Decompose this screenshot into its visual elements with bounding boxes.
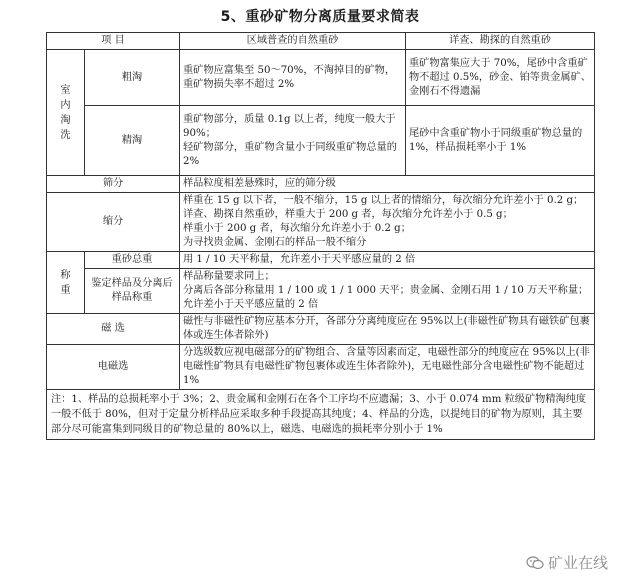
header-row [47, 33, 595, 50]
fine-panning-detailed: 尾砂中含重矿物小于同级重矿物总量的 1%，样品损耗率小于 1% [406, 106, 595, 176]
row-rough-panning [47, 50, 595, 106]
sieving-content: 样品粒度相差悬殊时，应的筛分级 [180, 176, 595, 193]
electromagnetic-label: 电磁选 [47, 345, 180, 390]
header-detailed: 详查、勘探的自然重砂 [406, 33, 595, 50]
row-splitting [47, 193, 595, 252]
row-note [47, 390, 595, 440]
row-sieving [47, 176, 595, 193]
electromagnetic-content: 分选级数应视电磁部分的矿物组合、含量等因素而定，电磁性部分的纯度应在 95%以上(非电磁性矿物具有电磁性矿物包裹体或连生体者除外)，无电磁性部分含电磁性矿物不能超过 1% [180, 345, 595, 390]
row-sample-weight [47, 269, 595, 314]
table-note: 注：1、样品的总损耗率小于 3%；2、贵金属和金刚石在各个工序均不应遗漏；3、小于 0.074 mm 粒级矿物精淘纯度一般不低于 80%，但对于定量分析样品应采取多种手段提高其纯度；4、样品的分选，以提纯目的矿物为原则，其主要部分尽可能富集到同级目的矿物总量的 80%以上，磁选、电磁选的损耗率分别小于 1% [47, 390, 595, 440]
indoor-panning-label: 室 内 淘 洗 [47, 50, 85, 176]
splitting-content: 样重在 15 g 以下者，一般不缩分，15 g 以上者的情缩分，每次缩分允许差小于 0.2 g； 详查、勘探自然重砂，样重大于 200 g 者，每次缩分允许差小于 0.5 g； 样重小于 200 g 者，每次缩分允许差小于 0.2 g； 为寻找贵金属、金刚石的样品一般不缩分 [180, 193, 595, 252]
fine-panning-regional: 重矿物部分，质量 0.1g 以上者，纯度一般大于 90%； 轻矿物部分，重矿物含量小于同级重矿物总量的 2% [180, 106, 406, 176]
magnetic-label: 磁 选 [47, 314, 180, 345]
sieving-label: 筛分 [47, 176, 180, 193]
row-electromagnetic [47, 345, 595, 390]
splitting-label: 缩分 [47, 193, 180, 252]
fine-panning-label: 精淘 [85, 106, 180, 176]
table-title: 5、重砂矿物分离质量要求简表 [220, 9, 420, 25]
magnetic-content: 磁性与非磁性矿物应基本分开，各部分分离纯度应在 95%以上(非磁性矿物具有磁铁矿包裹体或连生体者除外) [180, 314, 595, 345]
weighing-label: 称 重 [47, 252, 85, 314]
sample-weight-label: 鉴定样品及分离后样品称重 [85, 269, 180, 314]
watermark-text: 矿业在线 [547, 554, 608, 572]
header-regional: 区域普查的自然重砂 [180, 33, 406, 50]
row-total-weight [47, 252, 595, 269]
watermark [526, 552, 608, 573]
header-item: 项 目 [47, 33, 180, 50]
sample-weight-content: 样品称量要求同上； 分离后各部分称量用 1 / 100 或 1 / 1 000 天平；贵金属、金刚石用 1 / 10 万天平称量； 允许差小于天平感应量的 2 倍 [180, 269, 595, 314]
total-weight-label: 重砂总重 [85, 252, 180, 269]
rough-panning-label: 粗淘 [85, 50, 180, 106]
separation-requirements-table [46, 32, 595, 440]
total-weight-content: 用 1 / 10 天平称量，允许差小于天平感应量的 2 倍 [180, 252, 595, 269]
row-magnetic [47, 314, 595, 345]
row-fine-panning [47, 106, 595, 176]
rough-panning-regional: 重矿物应富集至 50～70%，不淘掉目的矿物，重矿物损失率不超过 2% [180, 50, 406, 106]
wechat-icon [526, 556, 544, 570]
rough-panning-detailed: 重矿物富集应大于 70%，尾砂中含重矿物不超过 0.5%，砂金、铂等贵金属矿、金刚石不得遗漏 [406, 50, 595, 106]
